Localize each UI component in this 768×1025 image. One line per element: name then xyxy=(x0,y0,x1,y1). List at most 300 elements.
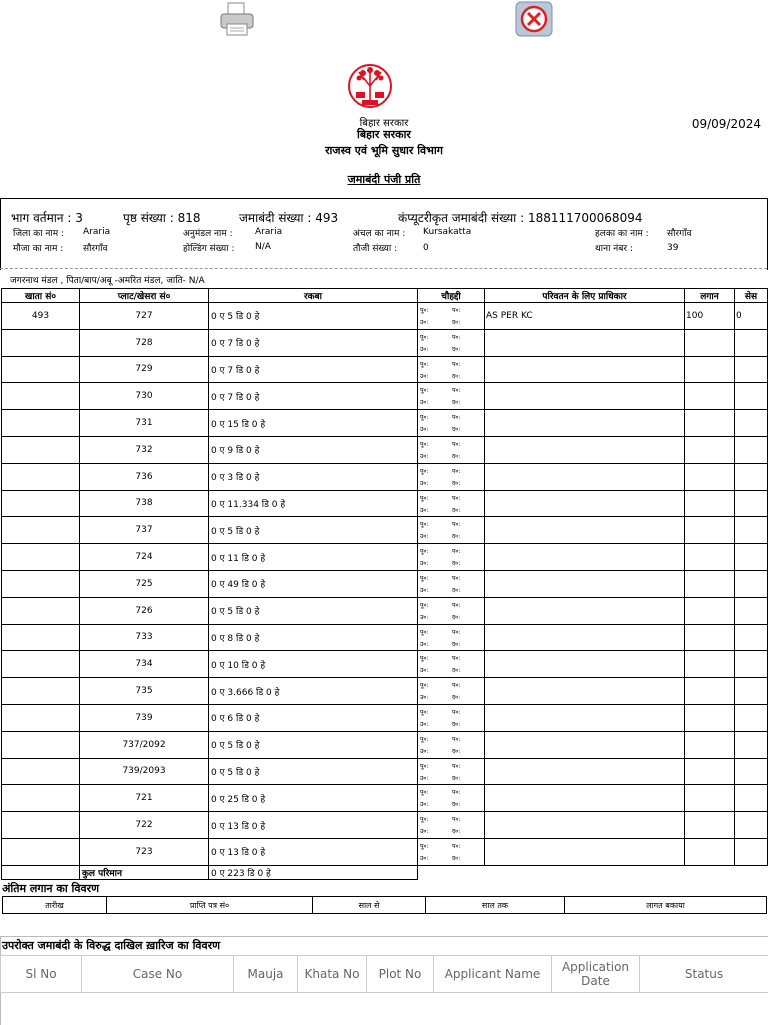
logo-caption: बिहार सरकार xyxy=(0,115,768,129)
east-label: पू०: xyxy=(420,842,429,850)
lagan-header-year-from: साल से xyxy=(313,897,426,914)
lagan-cell xyxy=(685,490,735,517)
ses-cell xyxy=(735,517,768,544)
table-row xyxy=(2,785,768,812)
chauhaddi-cell xyxy=(418,597,485,624)
ses-cell xyxy=(735,624,768,651)
table-row xyxy=(2,758,768,785)
case-table xyxy=(0,955,768,993)
south-label: द०: xyxy=(452,586,460,594)
rakba-cell: 0 ए 7 डि 0 हे xyxy=(209,329,418,356)
lagan-cell xyxy=(685,356,735,383)
north-label: उ०: xyxy=(420,720,428,728)
west-label: प०: xyxy=(452,788,461,796)
plot-cell: 727 xyxy=(80,303,209,330)
chauhaddi-cell xyxy=(418,436,485,463)
khata-cell xyxy=(2,812,80,839)
west-label: प०: xyxy=(452,547,461,555)
plot-cell: 739/2093 xyxy=(80,758,209,785)
table-row xyxy=(2,329,768,356)
adhikar-cell xyxy=(485,838,685,865)
total-rakba: 0 ए 223 डि 0 हे xyxy=(209,865,418,879)
chauhaddi-cell xyxy=(418,356,485,383)
plot-table xyxy=(1,288,768,880)
computer-jamabandi-field xyxy=(398,209,642,226)
west-label: प०: xyxy=(452,386,461,394)
east-label: पू०: xyxy=(420,360,429,368)
header-chauhaddi: चौहद्दी xyxy=(418,289,485,303)
rakba-cell: 0 ए 5 डि 0 हे xyxy=(209,303,418,330)
khata-cell xyxy=(2,758,80,785)
total-label: कुल परिमान xyxy=(80,865,209,879)
header-lagan: लगान xyxy=(685,289,735,303)
chauhaddi-cell xyxy=(418,838,485,865)
south-label: द०: xyxy=(452,666,460,674)
east-label: पू०: xyxy=(420,306,429,314)
mauja-value: सौरगाँव xyxy=(83,241,108,254)
owner-details: जगरनाथ मंडल , पिता/बाप/अबू -अमरित मंडल, जाति- N/A xyxy=(10,273,205,286)
chauhaddi-cell xyxy=(418,785,485,812)
ses-cell xyxy=(735,383,768,410)
table-row xyxy=(2,303,768,330)
plot-cell: 729 xyxy=(80,356,209,383)
header-khata: खाता सं० xyxy=(2,289,80,303)
adhikar-cell xyxy=(485,544,685,571)
rakba-cell: 0 ए 11.334 डि 0 हे xyxy=(209,490,418,517)
rakba-cell: 0 ए 5 डि 0 हे xyxy=(209,517,418,544)
lagan-cell xyxy=(685,517,735,544)
ses-cell xyxy=(735,678,768,705)
east-label: पू०: xyxy=(420,494,429,502)
computer-jamabandi-label: कंप्यूटरीकृत जमाबंदी संख्या : xyxy=(398,211,524,225)
ses-cell xyxy=(735,490,768,517)
west-label: प०: xyxy=(452,681,461,689)
adhikar-cell xyxy=(485,329,685,356)
plot-cell: 734 xyxy=(80,651,209,678)
khata-cell xyxy=(2,490,80,517)
khata-cell xyxy=(2,624,80,651)
south-label: द०: xyxy=(452,318,460,326)
west-label: प०: xyxy=(452,815,461,823)
ses-cell xyxy=(735,463,768,490)
west-label: प०: xyxy=(452,520,461,528)
circle-value: Kursakatta xyxy=(423,227,471,237)
plot-cell: 737 xyxy=(80,517,209,544)
chauhaddi-cell xyxy=(418,303,485,330)
north-label: उ०: xyxy=(420,425,428,433)
north-label: उ०: xyxy=(420,613,428,621)
chauhaddi-cell xyxy=(418,383,485,410)
south-label: द०: xyxy=(452,720,460,728)
adhikar-cell xyxy=(485,704,685,731)
chauhaddi-cell xyxy=(418,704,485,731)
lagan-cell xyxy=(685,544,735,571)
ses-cell: 0 xyxy=(735,303,768,330)
table-row xyxy=(2,463,768,490)
west-label: प०: xyxy=(452,413,461,421)
east-label: पू०: xyxy=(420,574,429,582)
west-label: प०: xyxy=(452,494,461,502)
ses-cell xyxy=(735,597,768,624)
lagan-cell: 100 xyxy=(685,303,735,330)
south-label: द०: xyxy=(452,747,460,755)
north-label: उ०: xyxy=(420,774,428,782)
west-label: प०: xyxy=(452,708,461,716)
plot-cell: 738 xyxy=(80,490,209,517)
chauhaddi-cell xyxy=(418,624,485,651)
close-circle-icon xyxy=(515,0,553,38)
holding-value: N/A xyxy=(255,242,271,252)
plot-cell: 724 xyxy=(80,544,209,571)
khata-cell xyxy=(2,570,80,597)
east-label: पू०: xyxy=(420,735,429,743)
lagan-cell xyxy=(685,785,735,812)
plot-cell: 722 xyxy=(80,812,209,839)
lagan-table xyxy=(2,896,767,914)
case-header-caseno: Case No xyxy=(82,956,234,993)
department-name: राजस्व एवं भूमि सुधार विभाग xyxy=(0,143,768,158)
adhikar-cell xyxy=(485,597,685,624)
page-title: जमाबंदी पंजी प्रति xyxy=(0,172,768,187)
case-header-applicant: Applicant Name xyxy=(434,956,552,993)
north-label: उ०: xyxy=(420,747,428,755)
lagan-cell xyxy=(685,597,735,624)
lagan-cell xyxy=(685,329,735,356)
adhikar-cell xyxy=(485,731,685,758)
khata-cell xyxy=(2,383,80,410)
plot-cell: 726 xyxy=(80,597,209,624)
lagan-cell xyxy=(685,651,735,678)
rakba-cell: 0 ए 49 डि 0 हे xyxy=(209,570,418,597)
ses-cell xyxy=(735,544,768,571)
rakba-cell: 0 ए 15 डि 0 हे xyxy=(209,410,418,437)
chauhaddi-cell xyxy=(418,812,485,839)
lagan-cell xyxy=(685,704,735,731)
west-label: प०: xyxy=(452,306,461,314)
table-row xyxy=(2,597,768,624)
east-label: पू०: xyxy=(420,413,429,421)
subdivision-value: Araria xyxy=(255,227,282,237)
chauhaddi-cell xyxy=(418,410,485,437)
district-label: जिला का नाम : xyxy=(13,226,64,239)
adhikar-cell xyxy=(485,785,685,812)
print-button[interactable] xyxy=(218,0,256,38)
close-button[interactable] xyxy=(515,0,553,38)
jamabandi-info-box xyxy=(0,198,768,270)
north-label: उ०: xyxy=(420,640,428,648)
south-label: द०: xyxy=(452,640,460,648)
adhikar-cell xyxy=(485,383,685,410)
north-label: उ०: xyxy=(420,532,428,540)
rakba-cell: 0 ए 25 डि 0 हे xyxy=(209,785,418,812)
south-label: द०: xyxy=(452,532,460,540)
chauhaddi-cell xyxy=(418,570,485,597)
plot-cell: 735 xyxy=(80,678,209,705)
ses-cell xyxy=(735,838,768,865)
table-row xyxy=(2,383,768,410)
lagan-section-title: अंतिम लगान का विवरण xyxy=(2,881,99,896)
plot-cell: 733 xyxy=(80,624,209,651)
rakba-cell: 0 ए 5 डि 0 हे xyxy=(209,597,418,624)
north-label: उ०: xyxy=(420,345,428,353)
south-label: द०: xyxy=(452,693,460,701)
tauzi-value: 0 xyxy=(423,243,429,253)
khata-cell xyxy=(2,463,80,490)
plot-cell: 731 xyxy=(80,410,209,437)
east-label: पू०: xyxy=(420,815,429,823)
ses-cell xyxy=(735,651,768,678)
ses-cell xyxy=(735,436,768,463)
lagan-header-due: लागत बकाया xyxy=(565,897,767,914)
khata-cell xyxy=(2,651,80,678)
lagan-cell xyxy=(685,570,735,597)
printer-icon xyxy=(218,0,256,38)
district-value: Araria xyxy=(83,227,110,237)
case-header-status: Status xyxy=(640,956,768,993)
table-row xyxy=(2,410,768,437)
adhikar-cell xyxy=(485,356,685,383)
khata-cell xyxy=(2,356,80,383)
table-row xyxy=(2,356,768,383)
north-label: उ०: xyxy=(420,318,428,326)
table-row xyxy=(2,436,768,463)
adhikar-cell xyxy=(485,517,685,544)
ses-cell xyxy=(735,758,768,785)
adhikar-cell xyxy=(485,651,685,678)
table-row xyxy=(2,517,768,544)
halka-label: हलका का नाम : xyxy=(595,226,649,239)
computer-jamabandi-value: 188111700068094 xyxy=(528,211,643,225)
header-adhikar: परिवतन के लिए प्राधिकार xyxy=(485,289,685,303)
west-label: प०: xyxy=(452,360,461,368)
east-label: पू०: xyxy=(420,440,429,448)
lagan-cell xyxy=(685,731,735,758)
south-label: द०: xyxy=(452,613,460,621)
chauhaddi-cell xyxy=(418,490,485,517)
ses-cell xyxy=(735,812,768,839)
rakba-cell: 0 ए 3 डि 0 हे xyxy=(209,463,418,490)
khata-cell xyxy=(2,517,80,544)
circle-label: अंचल का नाम : xyxy=(353,226,405,239)
rakba-cell: 0 ए 11 डि 0 हे xyxy=(209,544,418,571)
ses-cell xyxy=(735,785,768,812)
table-row xyxy=(2,570,768,597)
plot-cell: 721 xyxy=(80,785,209,812)
thana-value: 39 xyxy=(667,243,678,253)
khata-cell xyxy=(2,436,80,463)
table-row xyxy=(2,544,768,571)
jamabandi-value: 493 xyxy=(315,211,338,225)
chauhaddi-cell xyxy=(418,463,485,490)
rakba-cell: 0 ए 5 डि 0 हे xyxy=(209,731,418,758)
ses-cell xyxy=(735,356,768,383)
plot-cell: 725 xyxy=(80,570,209,597)
west-label: प०: xyxy=(452,467,461,475)
west-label: प०: xyxy=(452,654,461,662)
plot-cell: 728 xyxy=(80,329,209,356)
adhikar-cell xyxy=(485,678,685,705)
west-label: प०: xyxy=(452,842,461,850)
bhag-value: 3 xyxy=(75,211,83,225)
lagan-cell xyxy=(685,838,735,865)
south-label: द०: xyxy=(452,800,460,808)
khata-cell xyxy=(2,678,80,705)
mauja-label: मौजा का नाम : xyxy=(13,241,63,254)
khata-cell xyxy=(2,329,80,356)
total-blank xyxy=(2,865,80,879)
north-label: उ०: xyxy=(420,398,428,406)
lagan-cell xyxy=(685,812,735,839)
east-label: पू०: xyxy=(420,467,429,475)
north-label: उ०: xyxy=(420,666,428,674)
khata-cell: 493 xyxy=(2,303,80,330)
west-label: प०: xyxy=(452,762,461,770)
east-label: पू०: xyxy=(420,628,429,636)
table-row xyxy=(2,678,768,705)
plot-cell: 732 xyxy=(80,436,209,463)
ses-cell xyxy=(735,329,768,356)
case-header-app-date: Application Date xyxy=(552,956,640,993)
subdivision-label: अनुमंडल नाम : xyxy=(183,226,233,239)
east-label: पू०: xyxy=(420,788,429,796)
north-label: उ०: xyxy=(420,452,428,460)
south-label: द०: xyxy=(452,559,460,567)
khata-cell xyxy=(2,704,80,731)
lagan-cell xyxy=(685,383,735,410)
south-label: द०: xyxy=(452,372,460,380)
south-label: द०: xyxy=(452,827,460,835)
khata-cell xyxy=(2,785,80,812)
lagan-cell xyxy=(685,463,735,490)
south-label: द०: xyxy=(452,452,460,460)
plot-cell: 737/2092 xyxy=(80,731,209,758)
south-label: द०: xyxy=(452,425,460,433)
west-label: प०: xyxy=(452,628,461,636)
east-label: पू०: xyxy=(420,520,429,528)
chauhaddi-cell xyxy=(418,544,485,571)
south-label: द०: xyxy=(452,398,460,406)
west-label: प०: xyxy=(452,574,461,582)
plot-cell: 736 xyxy=(80,463,209,490)
lagan-header-receipt: प्राप्ति पत्र सं० xyxy=(107,897,313,914)
east-label: पू०: xyxy=(420,386,429,394)
rakba-cell: 0 ए 7 डि 0 हे xyxy=(209,383,418,410)
page-field xyxy=(123,209,201,226)
khata-cell xyxy=(2,838,80,865)
table-row xyxy=(2,651,768,678)
rakba-cell: 0 ए 6 डि 0 हे xyxy=(209,704,418,731)
header-ses: सेस xyxy=(735,289,768,303)
adhikar-cell xyxy=(485,463,685,490)
adhikar-cell xyxy=(485,624,685,651)
lagan-cell xyxy=(685,678,735,705)
chauhaddi-cell xyxy=(418,651,485,678)
adhikar-cell: AS PER KC xyxy=(485,303,685,330)
ses-cell xyxy=(735,410,768,437)
chauhaddi-cell xyxy=(418,517,485,544)
khata-cell xyxy=(2,544,80,571)
rakba-cell: 0 ए 13 डि 0 हे xyxy=(209,812,418,839)
case-header-khata: Khata No xyxy=(298,956,367,993)
rakba-cell: 0 ए 10 डि 0 हे xyxy=(209,651,418,678)
page-value: 818 xyxy=(178,211,201,225)
north-label: उ०: xyxy=(420,479,428,487)
east-label: पू०: xyxy=(420,654,429,662)
lagan-header-date: तारीख xyxy=(3,897,107,914)
north-label: उ०: xyxy=(420,506,428,514)
lagan-cell xyxy=(685,410,735,437)
thana-label: थाना नंबर : xyxy=(595,241,633,254)
south-label: द०: xyxy=(452,345,460,353)
table-row xyxy=(2,812,768,839)
south-label: द०: xyxy=(452,774,460,782)
halka-value: सौरगाँव xyxy=(667,226,692,239)
north-label: उ०: xyxy=(420,800,428,808)
table-row xyxy=(2,838,768,865)
adhikar-cell xyxy=(485,490,685,517)
bihar-emblem-logo xyxy=(348,58,392,116)
government-name: बिहार सरकार xyxy=(0,127,768,142)
case-header-mauja: Mauja xyxy=(234,956,298,993)
rakba-cell: 0 ए 9 डि 0 हे xyxy=(209,436,418,463)
tauzi-label: तौजी संख्या : xyxy=(353,241,397,254)
chauhaddi-cell xyxy=(418,731,485,758)
rakba-cell: 0 ए 13 डि 0 हे xyxy=(209,838,418,865)
east-label: पू०: xyxy=(420,708,429,716)
chauhaddi-cell xyxy=(418,678,485,705)
east-label: पू०: xyxy=(420,547,429,555)
chauhaddi-cell xyxy=(418,758,485,785)
case-header-slno: Sl No xyxy=(1,956,82,993)
bhag-field xyxy=(11,209,83,226)
lagan-header-year-to: साल तक xyxy=(426,897,565,914)
holding-label: होल्डिंग संख्या : xyxy=(183,241,234,254)
north-label: उ०: xyxy=(420,827,428,835)
north-label: उ०: xyxy=(420,586,428,594)
table-row xyxy=(2,704,768,731)
jamabandi-label: जमाबंदी संख्या : xyxy=(239,211,311,225)
west-label: प०: xyxy=(452,333,461,341)
north-label: उ०: xyxy=(420,693,428,701)
west-label: प०: xyxy=(452,735,461,743)
ses-cell xyxy=(735,570,768,597)
case-section-title: उपरोक्त जमाबंदी के विरुद्ध दाखिल ख़ारिज का विवरण xyxy=(2,938,220,953)
page-label: पृष्ठ संख्या : xyxy=(123,211,174,225)
rakba-cell: 0 ए 7 डि 0 हे xyxy=(209,356,418,383)
header-rakba: रकबा xyxy=(209,289,418,303)
north-label: उ०: xyxy=(420,559,428,567)
east-label: पू०: xyxy=(420,681,429,689)
ses-cell xyxy=(735,704,768,731)
south-label: द०: xyxy=(452,479,460,487)
khata-cell xyxy=(2,731,80,758)
chauhaddi-cell xyxy=(418,329,485,356)
north-label: उ०: xyxy=(420,854,428,862)
east-label: पू०: xyxy=(420,333,429,341)
lagan-cell xyxy=(685,624,735,651)
west-label: प०: xyxy=(452,440,461,448)
header-plot: प्लाट/खेसरा सं० xyxy=(80,289,209,303)
lagan-cell xyxy=(685,436,735,463)
adhikar-cell xyxy=(485,570,685,597)
adhikar-cell xyxy=(485,436,685,463)
bhag-label: भाग वर्तमान : xyxy=(11,211,71,225)
khata-cell xyxy=(2,597,80,624)
print-date: 09/09/2024 xyxy=(692,117,761,131)
south-label: द०: xyxy=(452,506,460,514)
adhikar-cell xyxy=(485,758,685,785)
north-label: उ०: xyxy=(420,372,428,380)
